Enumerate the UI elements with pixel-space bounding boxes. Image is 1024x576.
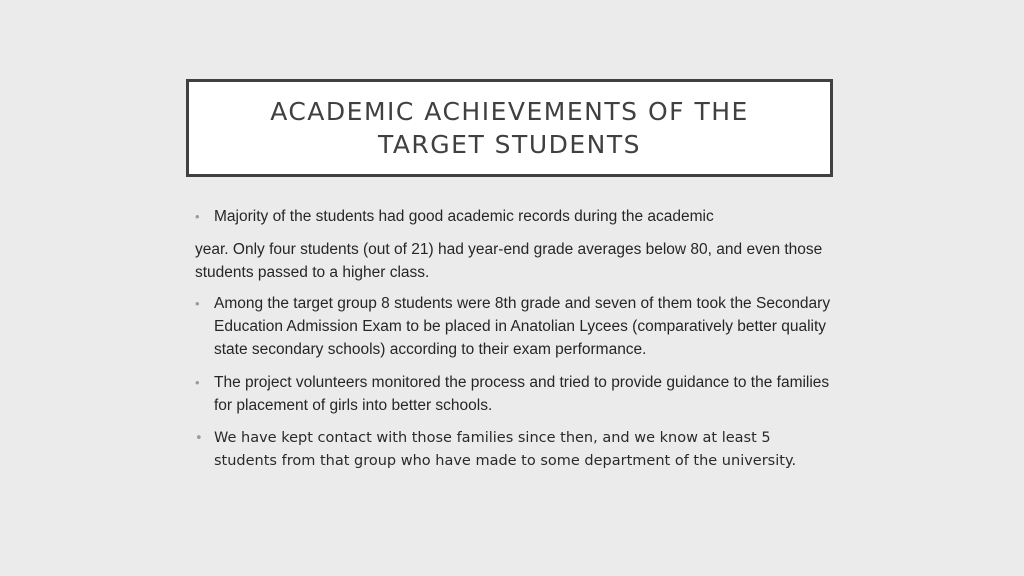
bullet-item-4 bbox=[195, 427, 835, 473]
bullet-text-3: The project volunteers monitored the process and tried to provide guidance to the families for placement of girls into better schools. bbox=[214, 374, 830, 414]
bullet-text-2: Among the target group 8 students were 8th grade and seven of them took the Secondary Education Admission Exam to be placed in Anatolian Lycees (comparatively better quality state secondary schools) according to their exam performance. bbox=[214, 295, 831, 358]
bullet-text-4: We have kept contact with those families since then, and we know at least 5 students from that group who have made to some department of the university. bbox=[214, 430, 797, 469]
bullet-item-3 bbox=[195, 371, 835, 417]
bullet-dot-icon: • bbox=[195, 296, 200, 311]
slide-title-line-1: ACADEMIC ACHIEVEMENTS OF THE bbox=[270, 97, 749, 126]
slide-title-line-2: TARGET STUDENTS bbox=[377, 130, 641, 159]
slide-body bbox=[195, 205, 835, 483]
bullet-dot-icon: • bbox=[195, 431, 203, 446]
bullet-text-1-continued: year. Only four students (out of 21) had year-end grade averages below 80, and even those students passed to a higher class. bbox=[195, 241, 823, 281]
bullet-item-1 bbox=[195, 205, 835, 228]
title-box bbox=[186, 79, 833, 177]
bullet-item-2 bbox=[195, 292, 835, 361]
bullet-text-1: Majority of the students had good academic records during the academic bbox=[214, 208, 714, 225]
bullet-dot-icon: • bbox=[195, 375, 200, 390]
bullet-dot-icon: • bbox=[195, 209, 200, 224]
bullet-item-1-continued bbox=[195, 238, 835, 284]
